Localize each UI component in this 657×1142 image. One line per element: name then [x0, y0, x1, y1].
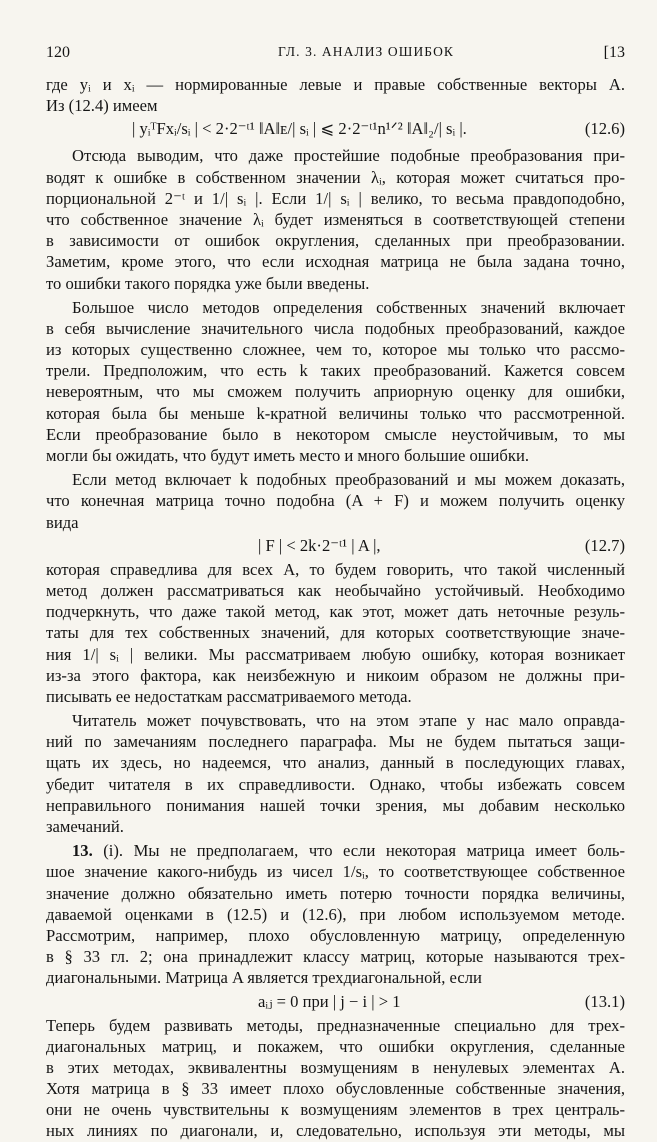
text-line: диагональными. Матрица A является трехдиагональной, если — [46, 968, 482, 988]
text-line: в § 33 гл. 2; она принадлежит классу матриц, которые называются трех- — [46, 947, 625, 967]
text-line: в этих методах, эквивалентны возмущениям в ненулевых элементах A. — [46, 1057, 625, 1077]
text-line: из которых существенно сложнее, чем то, которое мы только что рассмо- — [46, 340, 625, 360]
text-line: ных линиях по диагонали, и, следовательно, используя эти методы, мы — [46, 1121, 625, 1141]
running-header — [46, 44, 625, 66]
text-line: Заметим, кроме этого, что если исходная матрица не была задана точно, — [46, 252, 625, 272]
text-line: могли бы ожидать, что будут иметь место и много большие ошибки. — [46, 446, 529, 465]
equation — [46, 989, 625, 1015]
equation-number: (12.6) — [584, 119, 625, 139]
text-line: водят к ошибке в собственном значении λᵢ, которая может считаться про- — [46, 167, 625, 187]
text-line: в зависимости от ошибок округления, сделанных при преобразовании. — [46, 231, 625, 251]
text-line: 13. (i). Мы не предполагаем, что если некоторая матрица имеет боль- — [72, 841, 625, 861]
text-line: Рассмотрим, например, плохо обусловленную матрицу, определенную — [46, 925, 625, 945]
text-line: Если преобразование было в некотором смысле неустойчивым, то мы — [46, 424, 625, 444]
equation-formula: aᵢⱼ = 0 при | j − i | > 1 — [258, 991, 401, 1011]
text-line: Большое число методов определения собственных значений включает — [72, 297, 625, 317]
text-line: порциональной 2⁻ᵗ и 1/| sᵢ |. Если 1/| sᵢ | велико, то весьма правдоподобно, — [46, 188, 625, 208]
text-line: трели. Предположим, что есть k таких преобразований. Кажется совсем — [46, 361, 625, 381]
text-line: из-за этого фактора, как неизбежную и никоим образом не должны при- — [46, 665, 625, 685]
text-line: вида — [46, 512, 79, 532]
equation-formula: | yᵢᵀFxᵢ/sᵢ | < 2·2⁻ᵗ¹ ‖A‖ᴇ/| sᵢ | ⩽ 2·2⁻ᵗ¹n¹ᐟ² ‖A‖₂/| sᵢ |. — [132, 119, 467, 139]
text-line: что собственное значение λᵢ будет изменяться в соответствующей степени — [46, 209, 625, 229]
text-line: щать их здесь, но надеемся, что анализ, данный в последующих главах, — [46, 753, 625, 773]
text-line: Отсюда выводим, что даже простейшие подобные преобразования при- — [72, 146, 625, 166]
text-line: замечаний. — [46, 817, 124, 836]
equation-formula: | F | < 2k·2⁻ᵗ¹ | A |, — [258, 535, 381, 555]
text-line: метод должен рассматриваться как необычайно устойчивый. Необходимо — [46, 580, 625, 600]
text-line: то ошибки такого порядка уже были введены. — [46, 273, 370, 293]
text-line: таты для тех собственных значений, для которых соответствующие значе- — [46, 623, 625, 643]
text-line: что конечная матрица точно подобна (A + F) и можем получить оценку — [46, 491, 625, 511]
text-line: которая была бы меньше k-кратной величины только что рассмотренной. — [46, 403, 625, 423]
text-line: подчеркнуть, что даже такой метод, как этот, может дать неточные резуль- — [46, 602, 625, 622]
text-line: шое значение какого-нибудь из чисел 1/sᵢ, то соответствующее собственное — [46, 862, 625, 882]
text-line: невероятным, что мы сможем получить априорную оценку для ошибки, — [46, 382, 625, 402]
text-line: даваемой оценками в (12.5) и (12.6), при любом используемом методе. — [46, 904, 625, 924]
text-line: ния 1/| sᵢ | велики. Мы рассматриваем любую ошибку, которая возникает — [46, 644, 625, 664]
text-line: ний по замечаниям последнего параграфа. Мы не будем пытаться защи- — [46, 732, 625, 752]
text-line: убедит читателя в их справедливости. Однако, чтобы избежать совсем — [46, 774, 625, 794]
equation — [46, 116, 625, 142]
equation-number: (13.1) — [584, 991, 625, 1011]
text-line: неправильного понимания нашей точки зрения, мы добавим несколько — [46, 795, 625, 815]
text-line: они не очень чувствительны к возмущениям элементов в трех централь- — [46, 1100, 625, 1120]
running-title: ГЛ. 3. АНАЛИЗ ОШИБОК — [278, 44, 455, 59]
page-number: 120 — [46, 44, 70, 61]
text-line: Если метод включает k подобных преобразований и мы можем доказать, — [72, 470, 625, 490]
page-body — [46, 74, 625, 1142]
equation-number: (12.7) — [584, 535, 625, 555]
text-line: писывать ее недостаткам рассматриваемого метода. — [46, 686, 412, 706]
section-mark: [13 — [603, 44, 625, 61]
text-line: Хотя матрица в § 33 имеет плохо обусловленные собственные значения, — [46, 1079, 625, 1099]
text-line: Из (12.4) имеем — [46, 96, 158, 116]
text-line: диагональных матриц, и покажем, что ошибки округления, сделанные — [46, 1036, 625, 1056]
paragraph-number: 13. — [72, 841, 93, 861]
text-line: значение должно обязательно иметь потерю точности порядка величины, — [46, 883, 625, 903]
text-line: в себя вычисление значительного числа подобных преобразований, каждое — [46, 318, 625, 338]
equation — [46, 533, 625, 559]
text-line: Читатель может почувствовать, что на этом этапе у нас мало оправда- — [72, 711, 625, 731]
text-line: Теперь будем развивать методы, предназначенные специально для трех- — [46, 1015, 625, 1035]
text-line: которая справедлива для всех A, то будем говорить, что такой численный — [46, 559, 625, 579]
text-line: где yᵢ и xᵢ — нормированные левые и правые собственные векторы A. — [46, 75, 625, 94]
